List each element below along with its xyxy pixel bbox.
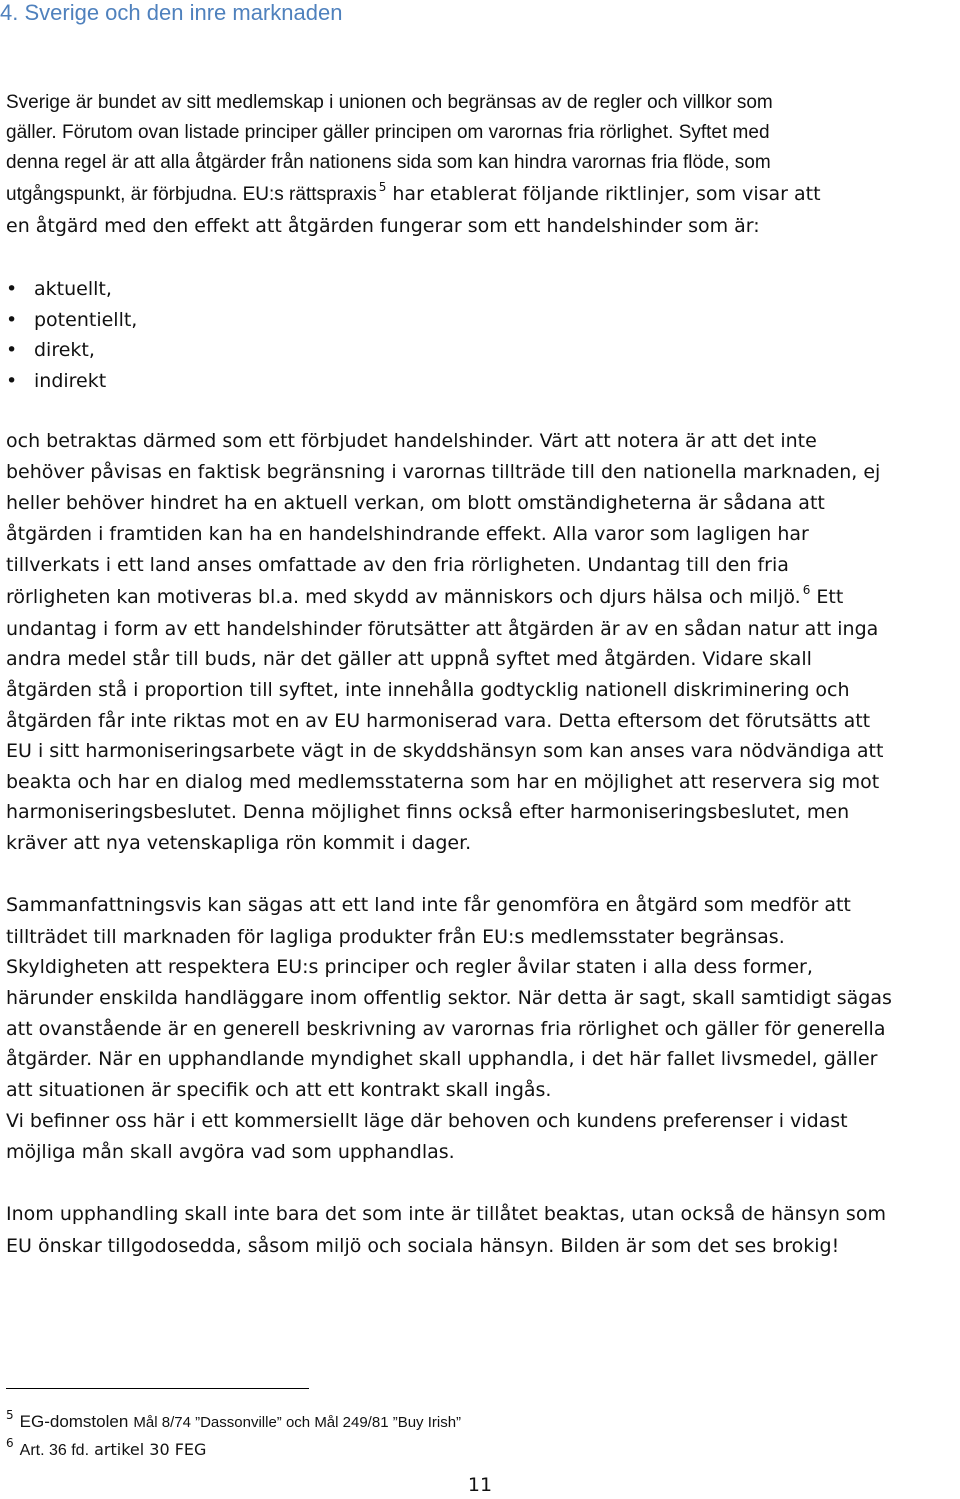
text-run: Ett bbox=[816, 586, 844, 608]
paragraph-line bbox=[6, 179, 821, 210]
footnote-number: 5 bbox=[6, 1408, 14, 1422]
footnote-text: Mål 8/74 ”Dassonville” och Mål 249/81 ”Buy Irish” bbox=[133, 1414, 462, 1431]
paragraph-line: Vi befinner oss här i ett kommersiellt läge där behoven och kundens preferenser i vidast bbox=[6, 1110, 848, 1132]
paragraph-line: beakta och har en dialog med medlemsstaterna som har en möjlighet att reservera sig mot bbox=[6, 771, 880, 793]
paragraph-line: andra medel står till buds, när det gäller att uppnå syftet med åtgärden. Vidare skall bbox=[6, 648, 812, 670]
paragraph-line: EU i sitt harmoniseringsarbete vägt in de skyddshänsyn som kan anses vara nödvändiga att bbox=[6, 740, 884, 762]
text-run: rörligheten kan motiveras bl.a. med skydd av människors och djurs hälsa och miljö. bbox=[6, 586, 801, 608]
footnote-number: 6 bbox=[6, 1436, 14, 1450]
paragraph-line: Sammanfattningsvis kan sägas att ett land inte får genomföra en åtgärd som medför att bbox=[6, 894, 851, 916]
bullet-icon: • bbox=[6, 339, 18, 361]
paragraph-line: och betraktas därmed som ett förbjudet handelshinder. Värt att notera är att det inte bbox=[6, 430, 817, 452]
footnote-separator bbox=[6, 1388, 309, 1389]
list-item: potentiellt, bbox=[34, 309, 138, 331]
paragraph-line bbox=[6, 582, 843, 612]
bullet-icon: • bbox=[6, 309, 18, 331]
paragraph-line: heller behöver hindret ha en aktuell verkan, om blott omständigheterna är sådana att bbox=[6, 492, 825, 514]
bullet-icon: • bbox=[6, 278, 18, 300]
paragraph-line: åtgärder. När en upphandlande myndighet skall upphandla, i det här fallet livsmedel, gäller bbox=[6, 1048, 878, 1070]
paragraph-line: denna regel är att alla åtgärder från nationens sida som kan hindra varornas fria flöde, som bbox=[6, 152, 771, 173]
text-run: har etablerat följande riktlinjer, som visar att bbox=[392, 183, 821, 205]
paragraph-line: åtgärden stå i proportion till syftet, inte innehålla godtycklig nationell diskriminering och bbox=[6, 679, 850, 701]
footnote-ref-5[interactable]: 5 bbox=[378, 180, 387, 194]
paragraph-line: Inom upphandling skall inte bara det som inte är tillåtet beaktas, utan också de hänsyn som bbox=[6, 1203, 886, 1225]
footnote-6 bbox=[6, 1432, 206, 1462]
paragraph-line: EU önskar tillgodosedda, såsom miljö och sociala hänsyn. Bilden är som det ses brokig! bbox=[6, 1235, 840, 1257]
footnote-5 bbox=[6, 1404, 461, 1434]
paragraph-line: undantag i form av ett handelshinder förutsätter att åtgärden är av en sådan natur att inga bbox=[6, 618, 879, 640]
section-heading: 4. Sverige och den inre marknaden bbox=[0, 0, 343, 25]
paragraph-line: gäller. Förutom ovan listade principer gäller principen om varornas fria rörlighet. Syftet med bbox=[6, 122, 770, 143]
footnote-lead: Art. 36 fd. bbox=[19, 1442, 90, 1459]
bullet-icon: • bbox=[6, 370, 18, 392]
paragraph-line: härunder enskilda handläggare inom offentlig sektor. När detta är sagt, skall samtidigt sägas bbox=[6, 987, 892, 1009]
paragraph-line: åtgärden får inte riktas mot en av EU harmoniserad vara. Detta eftersom det förutsätts att bbox=[6, 710, 871, 732]
page-number: 11 bbox=[467, 1474, 493, 1496]
paragraph-line: kräver att nya vetenskapliga rön kommit i dager. bbox=[6, 832, 472, 854]
paragraph-line: tillverkats i ett land anses omfattade av den fria rörligheten. Undantag till den fria bbox=[6, 554, 789, 576]
paragraph-line: en åtgärd med den effekt att åtgärden fungerar som ett handelshinder som är: bbox=[6, 215, 760, 237]
paragraph-line: att situationen är specifik och att ett kontrakt skall ingås. bbox=[6, 1079, 552, 1101]
paragraph-line: att ovanstående är en generell beskrivning av varornas fria rörlighet och gäller för generella bbox=[6, 1018, 886, 1040]
paragraph-line: åtgärden i framtiden kan ha en handelshindrande effekt. Alla varor som lagligen har bbox=[6, 523, 809, 545]
paragraph-line: harmoniseringsbeslutet. Denna möjlighet finns också efter harmoniseringsbeslutet, men bbox=[6, 801, 850, 823]
list-item: indirekt bbox=[34, 370, 107, 392]
list-item: aktuellt, bbox=[34, 278, 112, 300]
footnote-text: artikel 30 FEG bbox=[94, 1440, 207, 1459]
paragraph-line: möjliga mån skall avgöra vad som upphandlas. bbox=[6, 1141, 455, 1163]
paragraph-line: behöver påvisas en faktisk begränsning i varornas tillträde till den nationella marknaden, ej bbox=[6, 461, 881, 483]
footnote-ref-6[interactable]: 6 bbox=[802, 583, 811, 597]
text-run: utgångspunkt, är förbjudna. EU:s rättspraxis bbox=[6, 184, 377, 205]
paragraph-line: Sverige är bundet av sitt medlemskap i unionen och begränsas av de regler och villkor som bbox=[6, 92, 773, 113]
list-item: direkt, bbox=[34, 339, 95, 361]
paragraph-line: tillträdet till marknaden för lagliga produkter från EU:s medlemsstater begränsas. bbox=[6, 926, 785, 948]
paragraph-line: Skyldigheten att respektera EU:s principer och regler åvilar staten i alla dess former, bbox=[6, 956, 813, 978]
footnote-lead: EG-domstolen bbox=[19, 1412, 129, 1431]
